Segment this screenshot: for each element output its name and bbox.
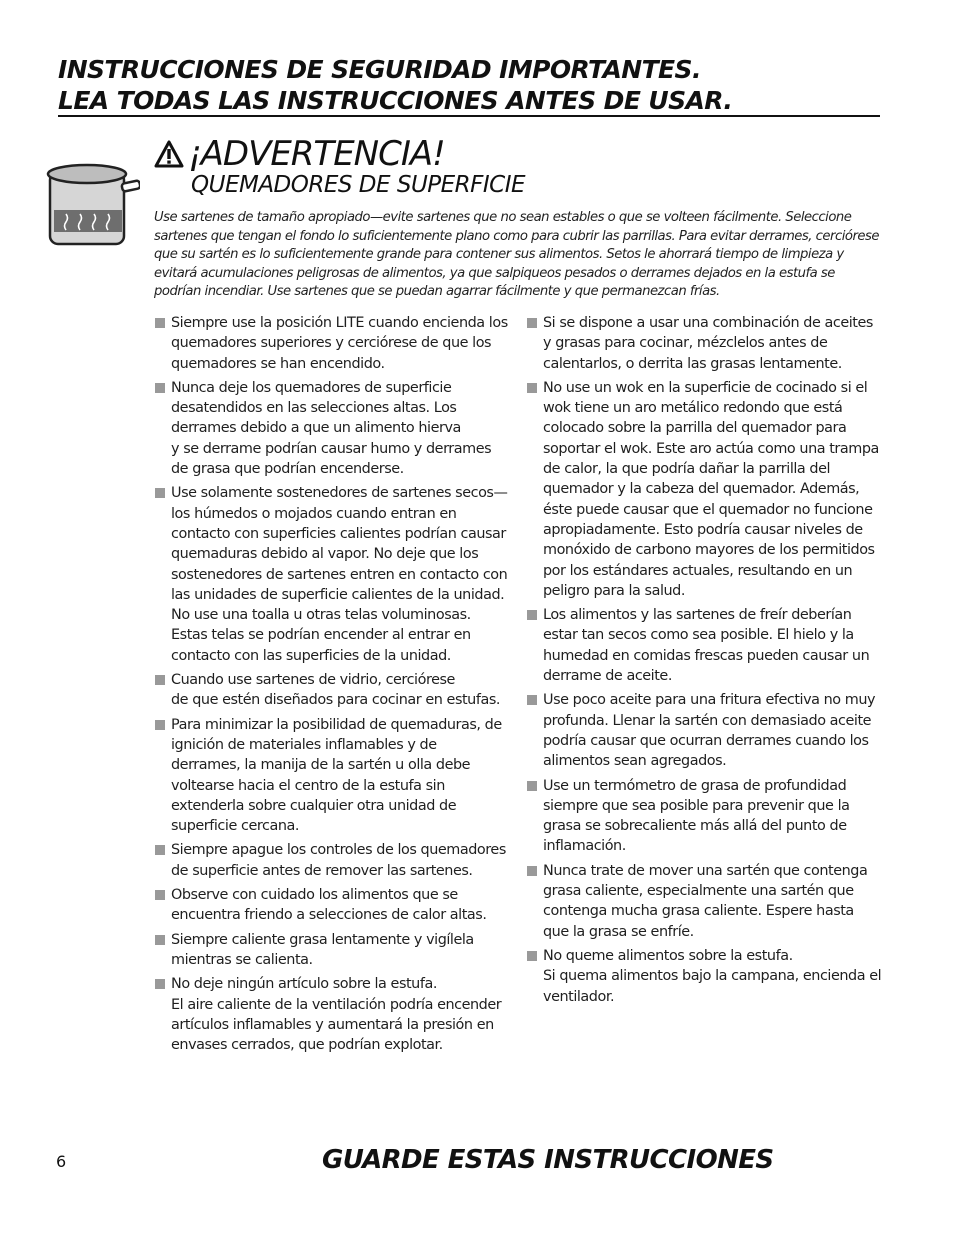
square-bullet [527,951,537,961]
list-item: Siempre use la posición LITE cuando encienda los quemadores superiores y cerciórese de que los quemadores se han encendido. [155,313,510,374]
warning-subtitle: QUEMADORES DE SUPERFICIE [191,172,526,198]
left-column [155,313,510,1059]
warning-intro: Use sartenes de tamaño apropiado—evite sartenes que no sean estables o que se volteen fácilmente. Seleccione sartenes que tengan el fondo lo suficientemente plano como para cubrir las parrillas. Para evitar derrames, cerciórese que su sartén es lo suficientemente grande para contener sus alimentos. Setos le ahorrará tiempo de limpieza y evitará acumulaciones peligrosas de alimentos, ya que salpiqueos pesados o derrames dejados en la estufa se podrían incendiar. Use sartenes que se puedan agarrar fácilmente y que permanezcan frías. [154,210,879,300]
footer-save-instructions: GUARDE ESTAS INSTRUCCIONES [322,1145,774,1175]
square-bullet [155,845,165,855]
square-bullet [527,318,537,328]
list-item: No queme alimentos sobre la estufa. Si quema alimentos bajo la campana, encienda el ventilador. [527,946,882,1007]
list-item: Cuando use sartenes de vidrio, cerciórese de que estén diseñados para cocinar en estufas. [155,670,510,711]
list-item: No deje ningún artículo sobre la estufa. El aire caliente de la ventilación podría encender artículos inflamables y aumentará la presión en envases cerrados, que podrían explotar. [155,974,510,1055]
square-bullet [527,866,537,876]
header-line-2: LEA TODAS LAS INSTRUCCIONES ANTES DE USAR. [58,86,733,115]
square-bullet [155,720,165,730]
list-item: Siempre caliente grasa lentamente y vigílela mientras se calienta. [155,930,510,971]
square-bullet [155,318,165,328]
list-item: Observe con cuidado los alimentos que se encuentra friendo a selecciones de calor altas. [155,885,510,926]
right-column [527,313,882,1011]
header-line-1: INSTRUCCIONES DE SEGURIDAD IMPORTANTES. [58,55,701,84]
square-bullet [155,383,165,393]
list-item: Nunca trate de mover una sartén que contenga grasa caliente, especialmente una sartén que contenga mucha grasa caliente. Espere hasta que la grasa se enfríe. [527,861,882,942]
header-divider [58,115,880,117]
list-item: Los alimentos y las sartenes de freír deberían estar tan secos como sea posible. El hielo y la humedad en comidas frescas pueden causar un derrame de aceite. [527,605,882,686]
list-item: Si se dispone a usar una combinación de aceites y grasas para cocinar, mézclelos antes de calentarlos, o derrita las grasas lentamente. [527,313,882,374]
square-bullet [155,979,165,989]
list-item: Use solamente sostenedores de sartenes secos—los húmedos o mojados cuando entran en contacto con superficies calientes podrían causar quemaduras debido al vapor. No deje que los sostenedores de sartenes entren en contacto con las unidades de superficie calientes de la unidad. No use una toalla u otras telas voluminosas. Estas telas se podrían encender al entrar en contacto con las superficies de la unidad. [155,483,510,666]
square-bullet [155,675,165,685]
square-bullet [527,610,537,620]
warning-title-text: ¡ADVERTENCIA! [188,134,445,174]
cooking-pot-icon [44,158,140,248]
list-item: No use un wok en la superficie de cocinado si el wok tiene un aro metálico redondo que está colocado sobre la parrilla del quemador para soportar el wok. Este aro actúa como una trampa de calor, la que podría dañar la parrilla del quemador y la cabeza del quemador. Además, éste puede causar que el quemador no funcione apropiadamente. Esto podría causar niveles de monóxido de carbono mayores de los permitidos por los estándares actuales, resultando en un peligro para la salud. [527,378,882,601]
warning-title [154,134,445,174]
list-item: Nunca deje los quemadores de superficie desatendidos en las selecciones altas. Los derrames debido a que un alimento hierva y se derrame podrían causar humo y derrames de grasa que podrían encenderse. [155,378,510,479]
square-bullet [527,695,537,705]
warning-triangle-icon [154,140,184,168]
square-bullet [527,383,537,393]
square-bullet [155,935,165,945]
list-item: Use un termómetro de grasa de profundidad siempre que sea posible para prevenir que la grasa se sobrecaliente más allá del punto de inflamación. [527,776,882,857]
list-item: Para minimizar la posibilidad de quemaduras, de ignición de materiales inflamables y de derrames, la manija de la sartén u olla debe voltearse hacia el centro de la estufa sin extenderla sobre cualquier otra unidad de superficie cercana. [155,715,510,837]
list-item: Use poco aceite para una fritura efectiva no muy profunda. Llenar la sartén con demasiado aceite podría causar que ocurran derrames cuando los alimentos sean agregados. [527,690,882,771]
square-bullet [155,890,165,900]
list-item: Siempre apague los controles de los quemadores de superficie antes de remover las sartenes. [155,840,510,881]
square-bullet [527,781,537,791]
square-bullet [155,488,165,498]
page-header [58,54,880,116]
page-number: 6 [56,1152,67,1171]
